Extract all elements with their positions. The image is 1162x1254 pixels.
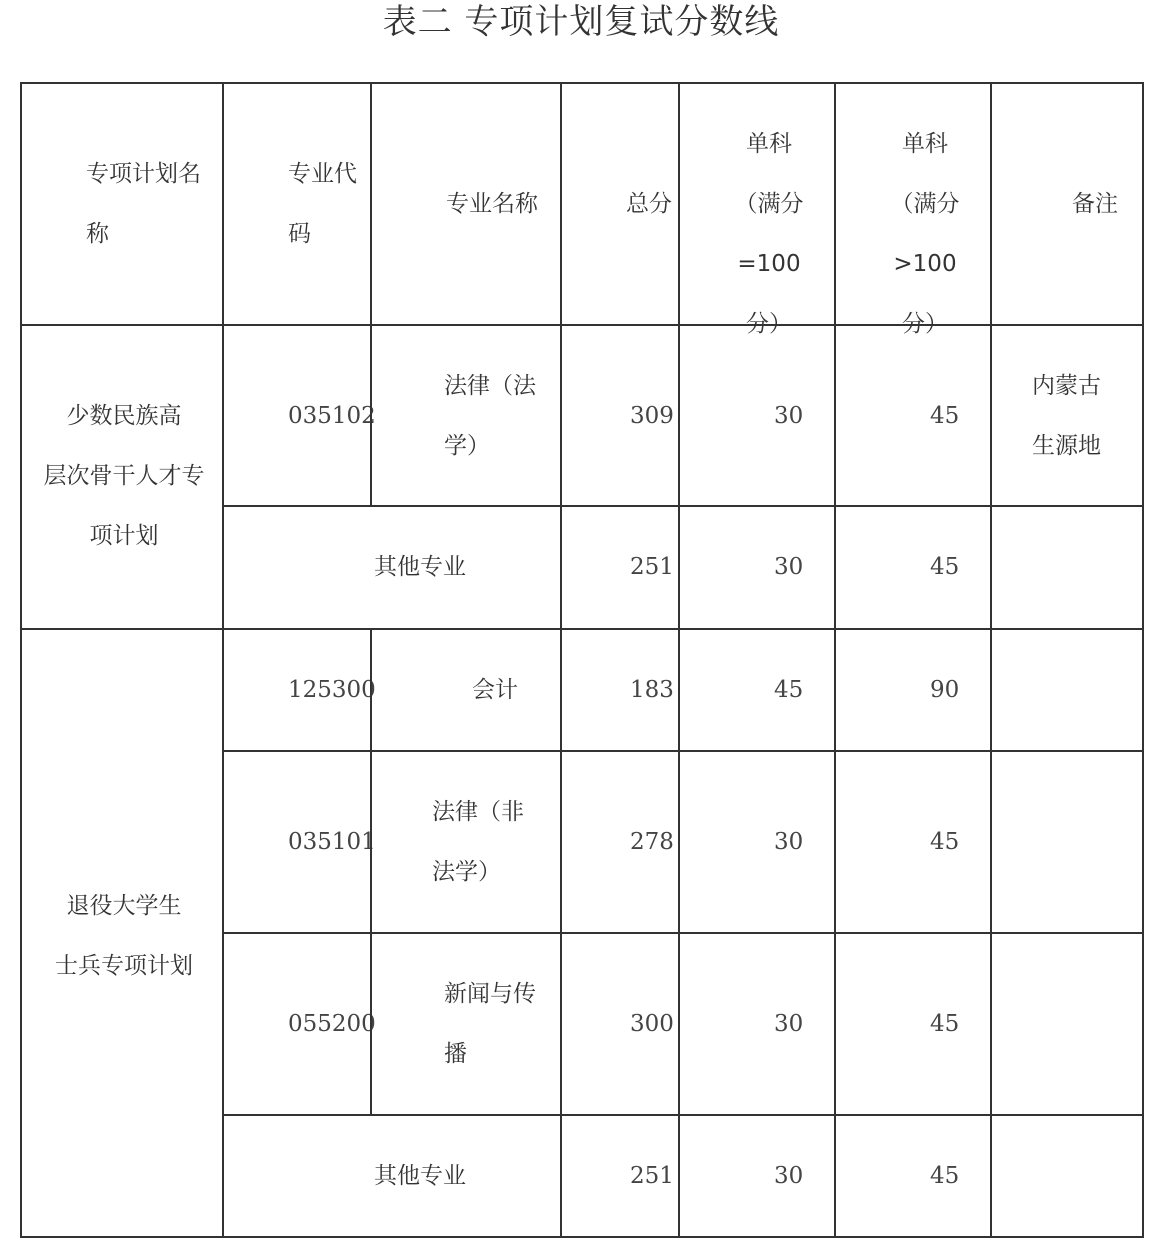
major-code: 125300 <box>288 677 376 703</box>
total-score: 278 <box>630 829 674 855</box>
header-major-name <box>370 82 562 326</box>
table-row-total <box>560 505 680 630</box>
table-row-s100 <box>678 628 836 752</box>
header-major-code-label: 专业代 码 <box>288 161 357 247</box>
table-row-remark <box>990 505 1144 630</box>
table-row-sover <box>834 628 992 752</box>
table-row-s100 <box>678 324 836 507</box>
table-row-remark <box>990 750 1144 934</box>
header-total-label: 总分 <box>626 191 672 217</box>
table-row-name <box>370 628 562 752</box>
table-row-s100 <box>678 932 836 1116</box>
total-score: 183 <box>630 677 674 703</box>
table-row-total <box>560 324 680 507</box>
major-code: 035102 <box>288 403 376 429</box>
header-major-code <box>222 82 372 326</box>
remark-text: 内蒙古 生源地 <box>1032 373 1101 459</box>
table-row-name <box>370 324 562 507</box>
single-100-score: 30 <box>774 403 804 429</box>
single-over-100-score: 45 <box>930 554 960 580</box>
single-over-100-score: 45 <box>930 829 960 855</box>
single-100-score: 30 <box>774 1163 804 1189</box>
single-100-score: 30 <box>774 554 804 580</box>
major-name: 新闻与传 播 <box>444 981 536 1067</box>
table-row-name <box>370 750 562 934</box>
major-name: 其他专业 <box>374 554 466 580</box>
plan-cell-veteran <box>20 628 224 1238</box>
header-single-100-label: 单科 （满分=100 分） <box>734 131 804 337</box>
single-over-100-score: 45 <box>930 1163 960 1189</box>
major-name: 法律（法 学） <box>444 373 536 459</box>
table-row-total <box>560 750 680 934</box>
table-row-s100 <box>678 1114 836 1238</box>
single-over-100-score: 45 <box>930 1011 960 1037</box>
header-single-100 <box>678 82 836 337</box>
single-100-score: 30 <box>774 829 804 855</box>
header-major-name-label: 专业名称 <box>446 191 538 217</box>
table-row-other-name <box>222 505 562 630</box>
total-score: 251 <box>630 554 674 580</box>
table-row-sover <box>834 505 992 630</box>
plan-minority-label: 少数民族高 层次骨干人才专 项计划 <box>43 403 205 549</box>
total-score: 251 <box>630 1163 674 1189</box>
table-row-s100 <box>678 505 836 630</box>
major-code: 055200 <box>288 1011 376 1037</box>
header-single-over-100 <box>834 82 992 337</box>
header-remark <box>990 82 1144 326</box>
header-plan-name <box>20 82 224 326</box>
header-remark-label: 备注 <box>1072 191 1118 217</box>
table-row-remark <box>990 932 1144 1116</box>
table-row-sover <box>834 324 992 507</box>
single-over-100-score: 45 <box>930 403 960 429</box>
table-row-remark <box>990 324 1144 507</box>
header-total <box>560 82 680 326</box>
plan-veteran-label: 退役大学生 士兵专项计划 <box>55 893 193 979</box>
header-single-over-100-label: 单科 （满分>100 分） <box>890 131 960 337</box>
table-row-sover <box>834 1114 992 1238</box>
major-name: 法律（非 法学） <box>432 799 524 885</box>
single-100-score: 30 <box>774 1011 804 1037</box>
total-score: 309 <box>630 403 674 429</box>
major-name: 会计 <box>472 677 518 703</box>
table-title: 表二 专项计划复试分数线 <box>382 2 780 42</box>
table-row-total <box>560 932 680 1116</box>
table-row-total <box>560 628 680 752</box>
table-row-code <box>222 324 376 507</box>
major-name: 其他专业 <box>374 1163 466 1189</box>
single-over-100-score: 90 <box>930 677 960 703</box>
table-row-remark <box>990 628 1144 752</box>
table-row-other-name <box>222 1114 562 1238</box>
total-score: 300 <box>630 1011 674 1037</box>
table-row-sover <box>834 932 992 1116</box>
table-row-code <box>222 628 376 752</box>
table-row-name <box>370 932 562 1116</box>
header-plan-name-label: 专项计划名 称 <box>86 161 201 247</box>
table-row-total <box>560 1114 680 1238</box>
table-row-remark <box>990 1114 1144 1238</box>
table-row-s100 <box>678 750 836 934</box>
plan-cell-minority <box>20 324 224 630</box>
major-code: 035101 <box>288 829 376 855</box>
table-row-code <box>222 750 376 934</box>
table-row-code <box>222 932 376 1116</box>
table-row-sover <box>834 750 992 934</box>
single-100-score: 45 <box>774 677 804 703</box>
